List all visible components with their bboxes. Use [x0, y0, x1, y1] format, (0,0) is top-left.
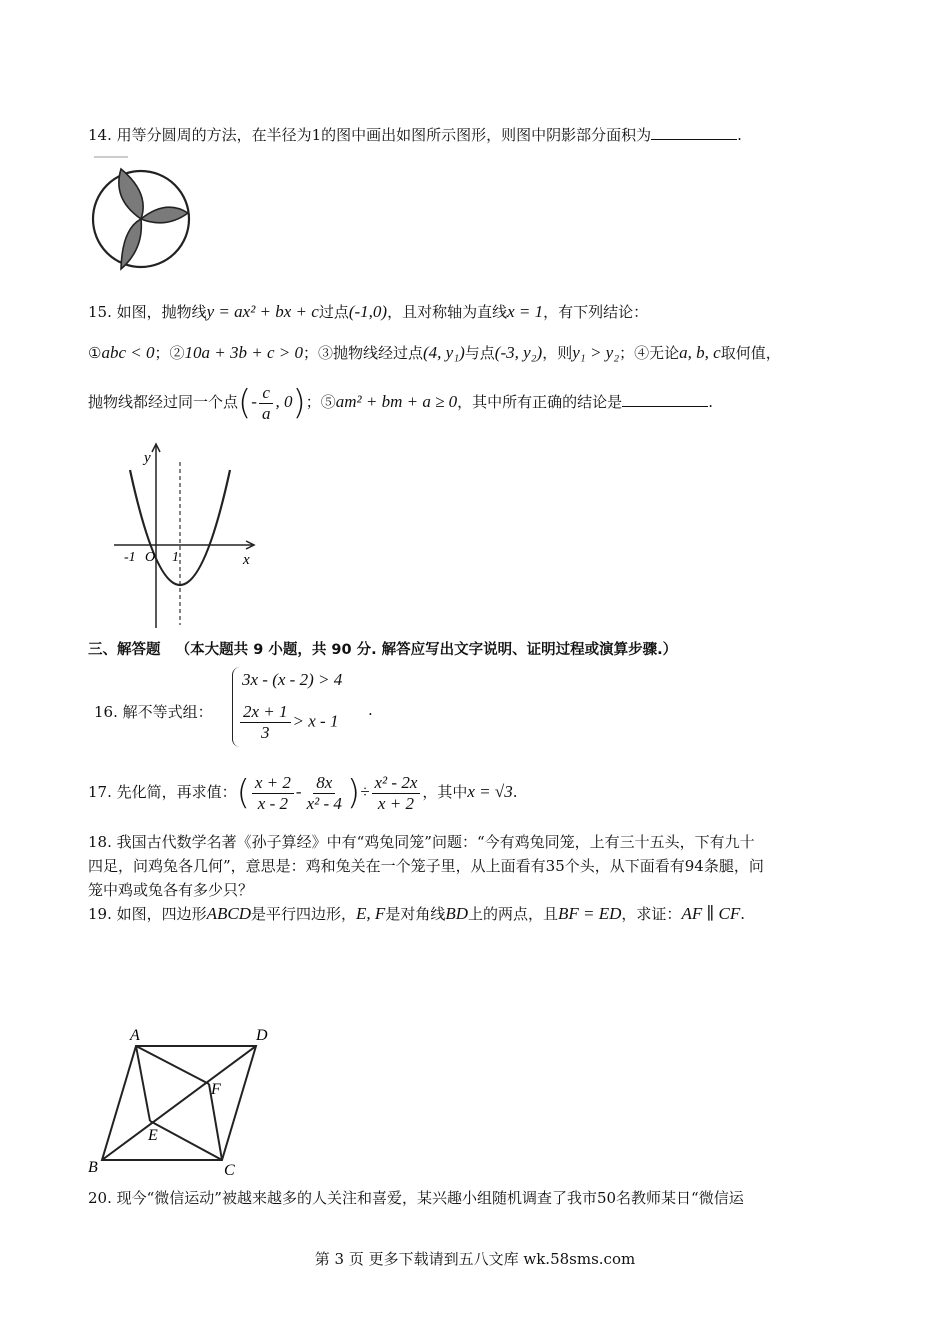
- q17-condition: x = √3: [467, 782, 513, 801]
- q20-line1: 20. 现今“微信运动”被越来越多的人关注和喜爱，某兴趣小组随机调查了我市50名教师某日“微信运: [88, 1189, 744, 1207]
- q17-fraction-1: $\frac{x + 2}{x - 2}$: [252, 773, 294, 814]
- q18-line3: 笼中鸡或兔各有多少只？: [88, 881, 254, 899]
- q15-line2: ①abc < 0；②10a + 3b + c > 0；③抛物线经过点(4, y₁)与点(-3, y₂)，则y₁ > y₂；④无论a, b, c取何值，: [88, 343, 781, 362]
- page-footer: 第 3 页 更多下载请到五八文库 wk.58sms.com: [314, 1250, 636, 1268]
- q15-line1: 15. 如图，抛物线y = ax² + bx + c过点(-1,0)，且对称轴为直线x = 1，有下列结论：: [88, 302, 649, 321]
- q15-answer-blank[interactable]: [622, 392, 708, 407]
- x-axis-label: x: [243, 552, 250, 568]
- section-3-heading: [88, 638, 677, 662]
- q14-shaded-petals: [119, 169, 188, 269]
- q16-inequality-1: 3x - (x - 2) > 4: [242, 670, 343, 689]
- point-E: E: [148, 1127, 158, 1144]
- parallelogram-lines: [102, 1046, 256, 1160]
- neg-c-over-a-fraction: $\frac{c}{a}$: [259, 383, 274, 424]
- q14-text: 14. 用等分圆周的方法，在半径为1的图中画出如图所示图形，则图中阴影部分面积为 .: [88, 126, 742, 144]
- q17-label: 17. 先化简，再求值：: [88, 783, 237, 801]
- q15-parabola-graph: [108, 440, 268, 630]
- vertex-A: A: [130, 1027, 140, 1044]
- q19-parallelogram-figure: [84, 1020, 274, 1178]
- q18-line1: 18. 我国古代数学名著《孙子算经》中有“鸡兔同笼”问题：“今有鸡兔同笼，上有三十五头，下有九十: [88, 833, 755, 851]
- q16-inequality-2: $\frac{2x + 1}{3}$ > x - 1: [238, 702, 338, 743]
- vertex-C: C: [224, 1162, 235, 1178]
- parabola-equation: y = ax² + bx + c: [206, 302, 319, 321]
- q15-line3: 抛物线都经过同一个点(- $\frac{c}{a}$ , 0)；⑤am² + bm + a ≥ 0，其中所有正确的结论是 .: [88, 382, 713, 423]
- section-title: 三、解答题: [88, 642, 161, 658]
- q17-fraction-3: $\frac{\text{x² - 2x}}{x + 2}$: [372, 773, 421, 814]
- q19-line: 19. 如图，四边形ABCD是平行四边形，E, F是对角线BD上的两点，且BF = ED，求证：AF ∥ CF.: [88, 904, 746, 923]
- y-axis-label: y: [144, 450, 151, 466]
- q14-circle-figure: [88, 155, 194, 281]
- origin-label: O: [145, 550, 156, 565]
- q18-line2: 四足，问鸡兔各几何”，意思是：鸡和兔关在一个笼子里，从上面看有35个头，从下面看有94条腿，问: [88, 857, 764, 875]
- q17-line: 17. 先化简，再求值：( $\frac{x + 2}{x - 2}$ - $\frac{8x}{\text{x² - 4}}$ )÷ $\frac{\text{x² - 2x}}{x + 2}$ ，其中x = √3.: [88, 772, 518, 813]
- q14-answer-blank[interactable]: [651, 125, 737, 140]
- q16-label: 16. 解不等式组：: [94, 703, 213, 721]
- point-F: F: [211, 1081, 221, 1098]
- tick-1: 1: [172, 550, 179, 565]
- q17-fraction-2: $\frac{8x}{\text{x² - 4}}$: [306, 772, 342, 813]
- section-note: （本大题共 9 小题，共 90 分. 解答应写出文字说明、证明过程或演算步骤.）: [175, 642, 678, 658]
- q14-text-pre: 14. 用等分圆周的方法，在半径为1的图中画出如图所示图形，则图中阴影部分面积为: [88, 126, 652, 144]
- vertex-D: D: [256, 1027, 268, 1044]
- tick-neg1: -1: [124, 550, 136, 565]
- vertex-B: B: [88, 1159, 98, 1176]
